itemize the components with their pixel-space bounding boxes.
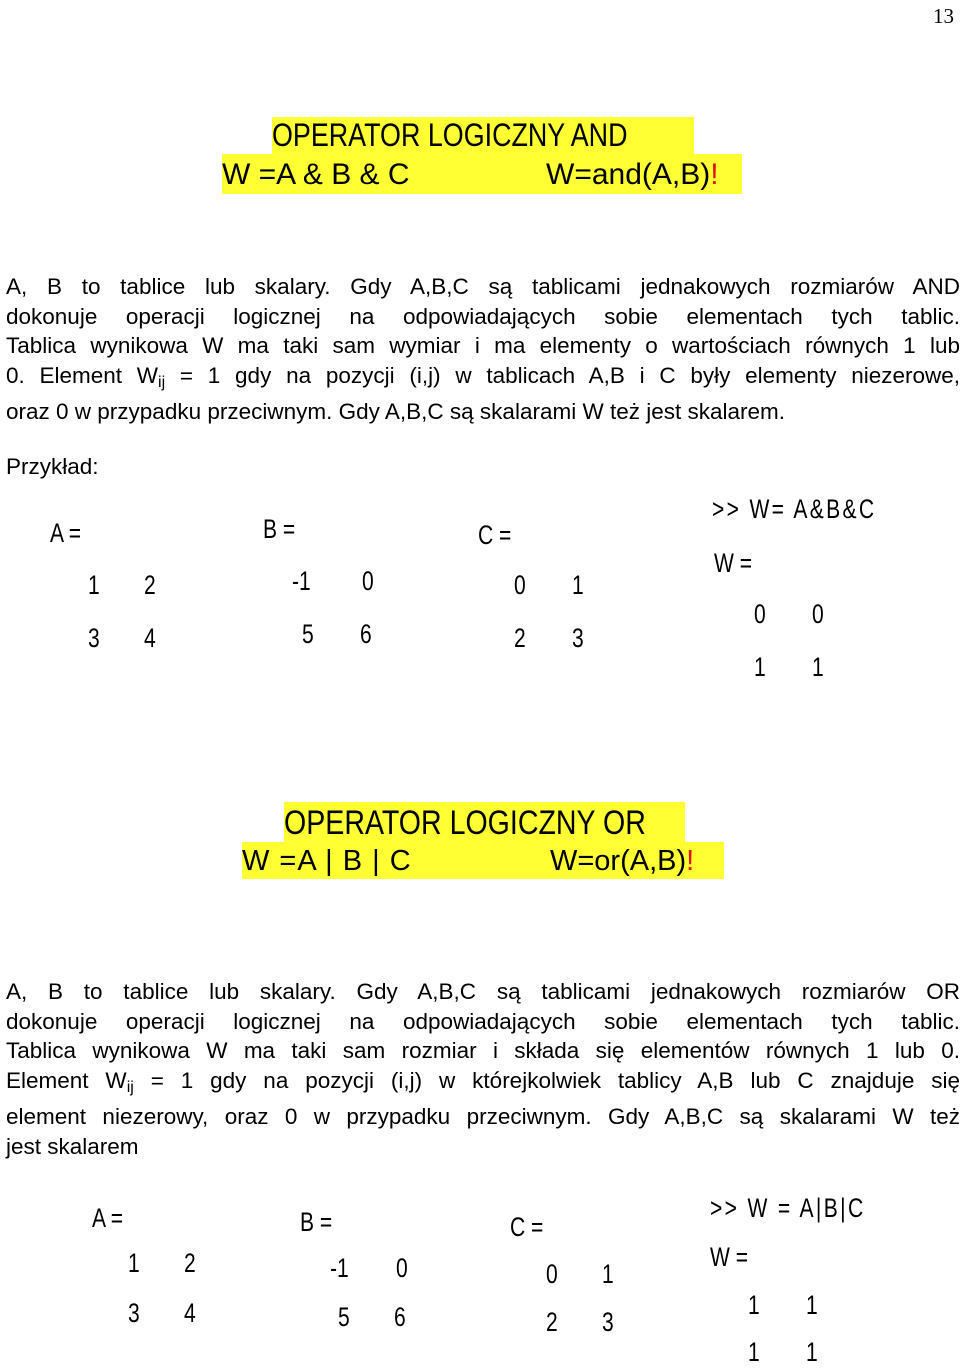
and-matrix-a-cell: 3 [88,623,100,653]
or-matrix-c-cell: 1 [602,1259,614,1289]
or-matrix-b-cell: 6 [394,1302,406,1332]
and-formula-left: W =A & B & C [222,158,410,191]
and-matrix-b-cell: 6 [360,619,372,649]
or-matrix-a-cell: 2 [184,1248,196,1278]
or-matrix-a-cell: 4 [184,1298,196,1328]
and-matrix-a-cell: 4 [144,623,156,653]
or-title: OPERATOR LOGICZNY OR [284,804,646,842]
or-result-label: W = [710,1242,749,1272]
and-result-cell: 1 [754,652,766,682]
and-result-cell: 1 [812,652,824,682]
or-matrix-b-cell: -1 [330,1253,349,1283]
and-result-label: W = [714,548,753,578]
or-result-cell: 1 [806,1290,818,1320]
and-matrix-a-label: A = [50,518,82,548]
or-matrix-c-cell: 3 [602,1307,614,1337]
or-matrix-c-cell: 2 [546,1307,558,1337]
and-matrix-b-cell: 0 [362,566,374,596]
and-command: >> W= A&B&C [712,494,877,524]
or-result-cell: 1 [806,1337,818,1367]
and-title: OPERATOR LOGICZNY AND [272,117,628,153]
and-matrix-b-label: B = [263,514,296,544]
or-result-cell: 1 [748,1290,760,1320]
and-matrix-a-cell: 1 [88,570,100,600]
and-matrix-c-cell: 2 [514,623,526,653]
and-matrix-c-cell: 1 [572,570,584,600]
and-description: A, B to tablice lub skalary. Gdy A,B,C są tablicami jednakowych rozmiarów AND dokonuje operacji logicznej na odpowiadających sobie elementach tych tablic. Tablica wynikowa W ma taki sam wymiar i ma elementy o wartościach równych 1 lub 0. Element $W_{ij} = 1$ gdy na pozycji (i,j) w tablicach A,B i C były elementy niezerowe, oraz 0 w przypadku przeciwnym. Gdy A,B,C są skalarami W też jest skalarem. [6,274,960,424]
or-matrix-c-label: C = [510,1212,544,1242]
and-matrix-c-label: C = [478,520,512,550]
and-matrix-b-cell: 5 [302,619,314,649]
and-result-cell: 0 [812,599,824,629]
or-matrix-a-cell: 3 [128,1298,140,1328]
example-label: Przykład: [6,454,99,479]
page-number: 13 [933,4,954,28]
and-matrix-c-cell: 0 [514,570,526,600]
or-matrix-a-cell: 1 [128,1248,140,1278]
and-result-cell: 0 [754,599,766,629]
or-description: A, B to tablice lub skalary. Gdy A,B,C są tablicami jednakowych rozmiarów OR dokonuje operacji logicznej na odpowiadających sobie elementach tych tablic. Tablica wynikowa W ma taki sam rozmiar i składa się elementów równych 1 lub 0. Element $W_{ij} = 1$ gdy na pozycji (i,j) w którejkolwiek tablicy A,B lub C znajduje się element niezerowy, oraz 0 w przypadku przeciwnym. Gdy A,B,C są skalarami W też jest skalarem [6,979,960,1159]
or-result-cell: 1 [748,1337,760,1367]
or-formula-left: W =A | B | C [242,845,412,877]
or-matrix-b-label: B = [300,1207,333,1237]
and-matrix-b-cell: -1 [292,566,311,596]
or-matrix-c-cell: 0 [546,1259,558,1289]
or-formula-right: W=or(A,B)! [550,845,695,877]
or-matrix-b-cell: 5 [338,1302,350,1332]
or-matrix-a-label: A = [92,1203,124,1233]
and-matrix-c-cell: 3 [572,623,584,653]
and-formula-right: W=and(A,B)! [546,158,719,191]
or-command: >> W = A|B|C [710,1193,866,1223]
and-matrix-a-cell: 2 [144,570,156,600]
or-matrix-b-cell: 0 [396,1253,408,1283]
